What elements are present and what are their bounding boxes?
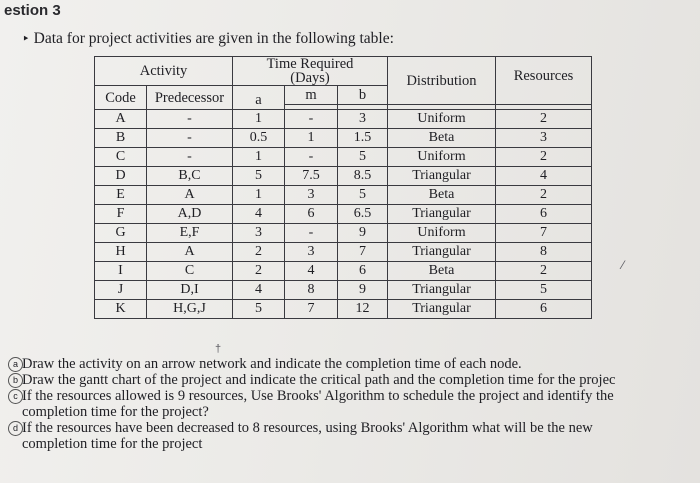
question-heading: estion 3 [4, 2, 61, 19]
question-d-continued: completion time for the project [22, 436, 203, 452]
table-cell: A,D [147, 205, 233, 224]
table-cell: 1 [285, 129, 338, 148]
table-cell: G [95, 224, 147, 243]
table-cell: 3 [496, 129, 592, 148]
intro-text: ‣ Data for project activities are given in the following table: [22, 30, 394, 47]
table-cell: B [95, 129, 147, 148]
table-cell: Uniform [388, 148, 496, 167]
bullet-icon: ‣ [22, 31, 30, 46]
table-cell: F [95, 205, 147, 224]
table-cell: Triangular [388, 243, 496, 262]
table-cell: 1 [233, 148, 285, 167]
circled-letter-icon: a [8, 357, 23, 372]
table-cell: H,G,J [147, 300, 233, 319]
table-cell: J [95, 281, 147, 300]
question-d: d If the resources have been decreased to 8 resources, using Brooks' Algorithm what will be the new [4, 420, 615, 436]
questions-list [4, 356, 615, 452]
question-c: c If the resources allowed is 9 resources, Use Brooks' Algorithm to schedule the project and identify the [4, 388, 615, 404]
table-cell: C [147, 262, 233, 281]
table-row [95, 300, 592, 319]
table-cell: K [95, 300, 147, 319]
table-cell: 2 [496, 262, 592, 281]
table-cell: 7 [496, 224, 592, 243]
table-cell: - [285, 110, 338, 129]
table-cell: Beta [388, 186, 496, 205]
table-row [95, 224, 592, 243]
table-cell: 5 [338, 148, 388, 167]
table-cell: 1.5 [338, 129, 388, 148]
table-cell: 6 [285, 205, 338, 224]
table-cell: 1 [233, 110, 285, 129]
table-cell: 4 [233, 205, 285, 224]
table-row [95, 148, 592, 167]
header-distribution: Distribution [388, 57, 496, 105]
table-row [95, 281, 592, 300]
circled-letter-icon: d [8, 421, 23, 436]
table-cell: A [147, 186, 233, 205]
table-cell: 8 [285, 281, 338, 300]
table-cell: 4 [285, 262, 338, 281]
table-cell: C [95, 148, 147, 167]
header-time-required: Time Required (Days) [233, 57, 388, 86]
checkmark-icon: ⁄ [622, 258, 625, 272]
table-cell: 7 [338, 243, 388, 262]
table-cell: 6 [338, 262, 388, 281]
table-cell: 2 [233, 243, 285, 262]
table-cell: Triangular [388, 281, 496, 300]
table-cell: 3 [285, 186, 338, 205]
table-row [95, 129, 592, 148]
circled-letter-icon: c [8, 389, 23, 404]
activity-table [94, 56, 592, 319]
tick-mark-icon: † [215, 343, 222, 355]
table-cell: A [95, 110, 147, 129]
table-cell: Triangular [388, 167, 496, 186]
table-cell: I [95, 262, 147, 281]
table-cell: 6.5 [338, 205, 388, 224]
header-predecessor: Predecessor [147, 86, 233, 110]
question-b: b Draw the gantt chart of the project and indicate the critical path and the completion time for the projec [4, 372, 615, 388]
table-cell: - [147, 110, 233, 129]
table-row [95, 186, 592, 205]
table-row [95, 110, 592, 129]
table-cell: 3 [285, 243, 338, 262]
table-cell: 3 [233, 224, 285, 243]
table-cell: - [147, 148, 233, 167]
table-cell: D [95, 167, 147, 186]
table-cell: 5 [233, 167, 285, 186]
question-c-continued: completion time for the project? [22, 404, 209, 420]
table-cell: 1 [233, 186, 285, 205]
table-cell: 6 [496, 300, 592, 319]
table-row [95, 167, 592, 186]
table-cell: 5 [496, 281, 592, 300]
table-cell: - [285, 148, 338, 167]
table-cell: 9 [338, 224, 388, 243]
table-cell: B,C [147, 167, 233, 186]
table-cell: 12 [338, 300, 388, 319]
table-cell: 5 [338, 186, 388, 205]
header-code: Code [95, 86, 147, 110]
table-cell: H [95, 243, 147, 262]
table-cell: E,F [147, 224, 233, 243]
table-cell: 8.5 [338, 167, 388, 186]
table-row [95, 262, 592, 281]
table-cell: 3 [338, 110, 388, 129]
table-cell: - [147, 129, 233, 148]
header-resources: Resources [496, 57, 592, 105]
table-cell: Uniform [388, 224, 496, 243]
table-cell: 2 [496, 186, 592, 205]
header-b: b [338, 86, 388, 105]
table-row [95, 243, 592, 262]
table-cell: 7.5 [285, 167, 338, 186]
header-m: m [285, 86, 338, 105]
table-cell: 7 [285, 300, 338, 319]
table-cell: 2 [496, 110, 592, 129]
question-a: a Draw the activity on an arrow network and indicate the completion time of each node. [4, 356, 615, 372]
table-cell: 4 [233, 281, 285, 300]
table-cell: 6 [496, 205, 592, 224]
circled-letter-icon: b [8, 373, 23, 388]
table-cell: - [285, 224, 338, 243]
table-cell: Beta [388, 129, 496, 148]
table-cell: Triangular [388, 300, 496, 319]
table-cell: Triangular [388, 205, 496, 224]
table-body [95, 110, 592, 319]
table-cell: Uniform [388, 110, 496, 129]
table-cell: 8 [496, 243, 592, 262]
table-cell: 2 [496, 148, 592, 167]
table-cell: A [147, 243, 233, 262]
table-cell: 5 [233, 300, 285, 319]
table-cell: 0.5 [233, 129, 285, 148]
table-cell: Beta [388, 262, 496, 281]
table-cell: D,I [147, 281, 233, 300]
header-a: a [233, 86, 285, 110]
table-cell: 9 [338, 281, 388, 300]
table-row [95, 205, 592, 224]
table-cell: E [95, 186, 147, 205]
table-cell: 2 [233, 262, 285, 281]
table-cell: 4 [496, 167, 592, 186]
header-activity: Activity [95, 57, 233, 86]
